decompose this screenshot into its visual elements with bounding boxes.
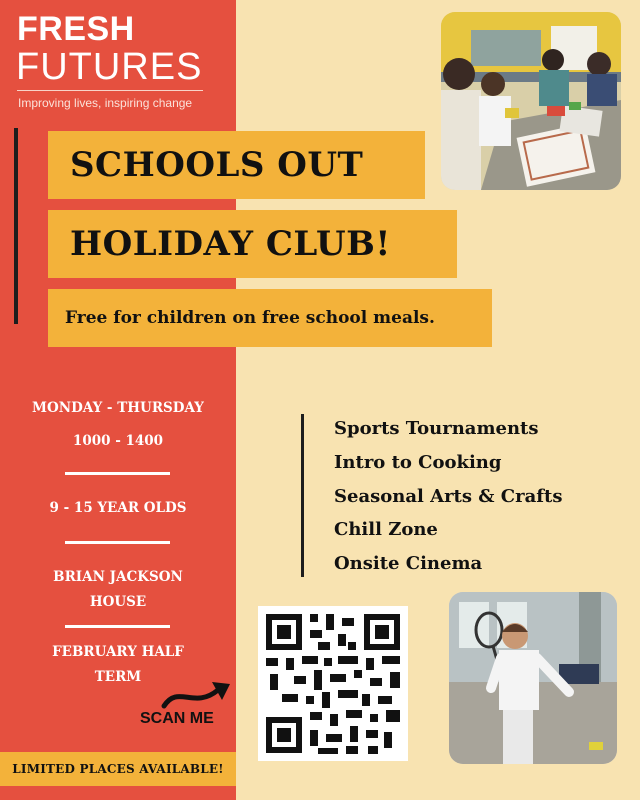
details-divider bbox=[65, 472, 170, 475]
activity-item: Sports Tournaments bbox=[334, 418, 539, 439]
term-line-2: TERM bbox=[94, 669, 142, 685]
activity-item: Chill Zone bbox=[334, 519, 438, 541]
details-divider bbox=[65, 541, 170, 544]
brand-name-top: FRESH bbox=[17, 10, 135, 48]
activities-accent-bar bbox=[301, 414, 304, 577]
details-divider bbox=[65, 625, 170, 628]
club-days: MONDAY - THURSDAY bbox=[32, 400, 204, 416]
photo-boy-badminton bbox=[449, 592, 617, 764]
venue bbox=[0, 565, 236, 615]
activity-item: Seasonal Arts & Crafts bbox=[334, 485, 563, 507]
brand-name-bottom: FUTURES bbox=[16, 46, 203, 88]
activity-item: Onsite Cinema bbox=[334, 553, 483, 575]
brand-tagline: Improving lives, inspiring change bbox=[18, 96, 193, 110]
headline-accent-bar bbox=[14, 128, 18, 324]
headline-subline: Free for children on free school meals. bbox=[65, 308, 435, 328]
headline-banner-1 bbox=[48, 131, 425, 199]
age-range: 9 - 15 YEAR OLDS bbox=[49, 500, 187, 516]
activity-item: Intro to Cooking bbox=[334, 451, 502, 473]
headline-line-2: HOLIDAY CLUB! bbox=[70, 224, 391, 264]
term-line-1: FEBRUARY HALF bbox=[52, 644, 184, 660]
venue-line-1: BRIAN JACKSON bbox=[53, 569, 183, 585]
activities-list bbox=[334, 412, 562, 581]
club-hours: 1000 - 1400 bbox=[72, 433, 164, 449]
headline-line-1: SCHOOLS OUT bbox=[70, 145, 364, 185]
qr-code[interactable] bbox=[258, 606, 408, 761]
venue-line-2: HOUSE bbox=[89, 594, 147, 610]
photo-kids-crafting bbox=[441, 12, 621, 190]
brand-divider bbox=[17, 90, 203, 91]
headline-banner-2 bbox=[48, 210, 457, 278]
limited-places-banner: LIMITED PLACES AVAILABLE! bbox=[0, 752, 236, 786]
scan-me-label: SCAN ME bbox=[140, 710, 214, 727]
subline-banner bbox=[48, 289, 492, 347]
